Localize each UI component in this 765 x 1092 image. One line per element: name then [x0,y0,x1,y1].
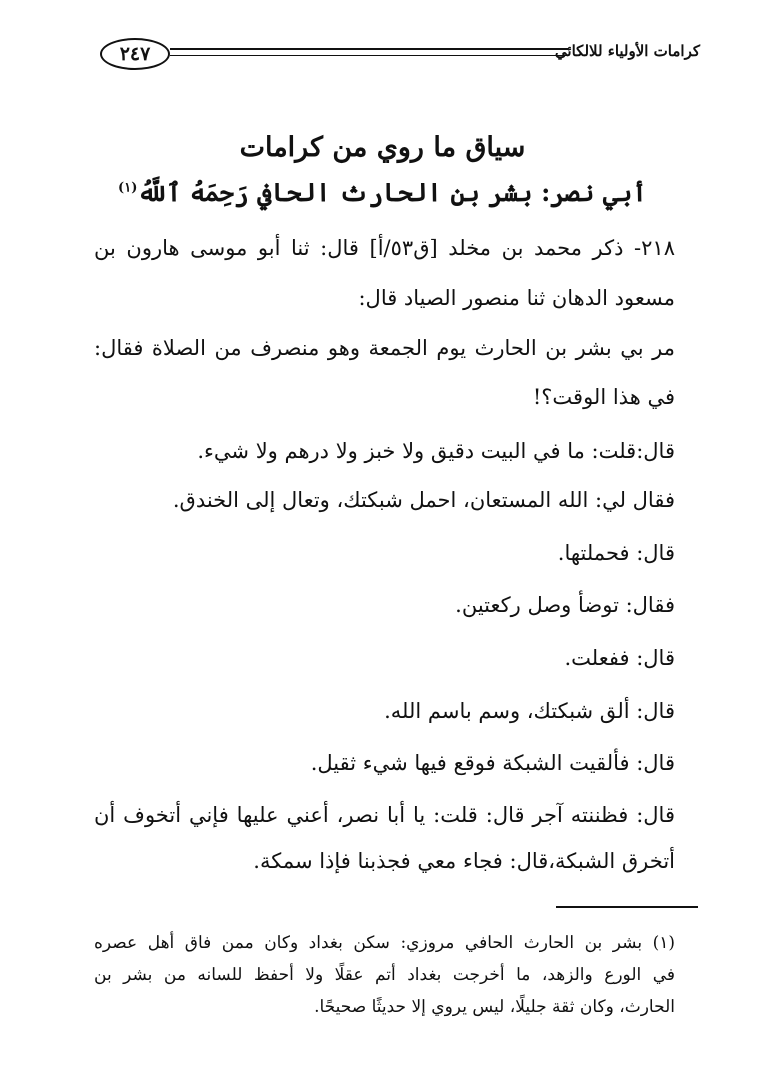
page-number: ٢٤٧ [100,38,170,70]
body-line: فقال لي: الله المستعان، احمل شبكتك، وتعال إلى الخندق. [172,488,675,512]
body-line: مسعود الدهان ثنا منصور الصياد قال: [358,286,675,310]
body-line: مر بي بشر بن الحارث يوم الجمعة وهو منصرف من الصلاة فقال: [94,336,675,360]
book-title: كرامات الأولياء للالكائي [554,42,700,60]
body-line: قال:قلت: ما في البيت دقيق ولا خبز ولا درهم ولا شيء. [197,439,675,463]
chapter-heading-line-1: سياق ما روي من كرامات [239,132,526,163]
footnote-line: في الورع والزهد، ما أخرجت بغداد أتم عقلًا ولا أحفظ للسانه من بشر بن [94,965,675,985]
body-line: أتخرق الشبكة،قال: فجاء معي فجذبنا فإذا سمكة. [253,849,675,873]
footnote-separator [556,906,698,908]
body-line: فقال: توضأ وصل ركعتين. [455,593,675,617]
body-line: في هذا الوقت؟! [532,385,675,409]
body-line: قال: ففعلت. [564,646,675,670]
body-line: ٢١٨- ذكر محمد بن مخلد [ق٥٣/أ] قال: ثنا أبو موسى هارون بن [94,236,675,260]
footnote-marker: (١) [118,180,138,196]
body-line: قال: فظننته آجر قال: قلت: يا أبا نصر، أعني عليها فإني أتخوف أن [94,803,675,827]
chapter-heading-line-2 [60,178,705,207]
running-header [100,38,700,70]
footnote-line: الحارث، وكان ثقة جليلًا، ليس يروي إلا حديثًا صحيحًا. [314,997,675,1017]
chapter-heading-text: أبي نصر: بشر بن الحارث الحافي رَحِمَهُ ٱللَّهُ [137,178,647,207]
header-rule [170,48,568,56]
body-line: قال: ألق شبكتك، وسم باسم الله. [384,699,675,723]
body-line: قال: فألقيت الشبكة فوقع فيها شيء ثقيل. [310,751,675,775]
footnote-line: (١) بشر بن الحارث الحافي مروزي: سكن بغداد وكان ممن فاق أهل عصره [94,933,675,953]
body-line: قال: فحملتها. [557,541,675,565]
